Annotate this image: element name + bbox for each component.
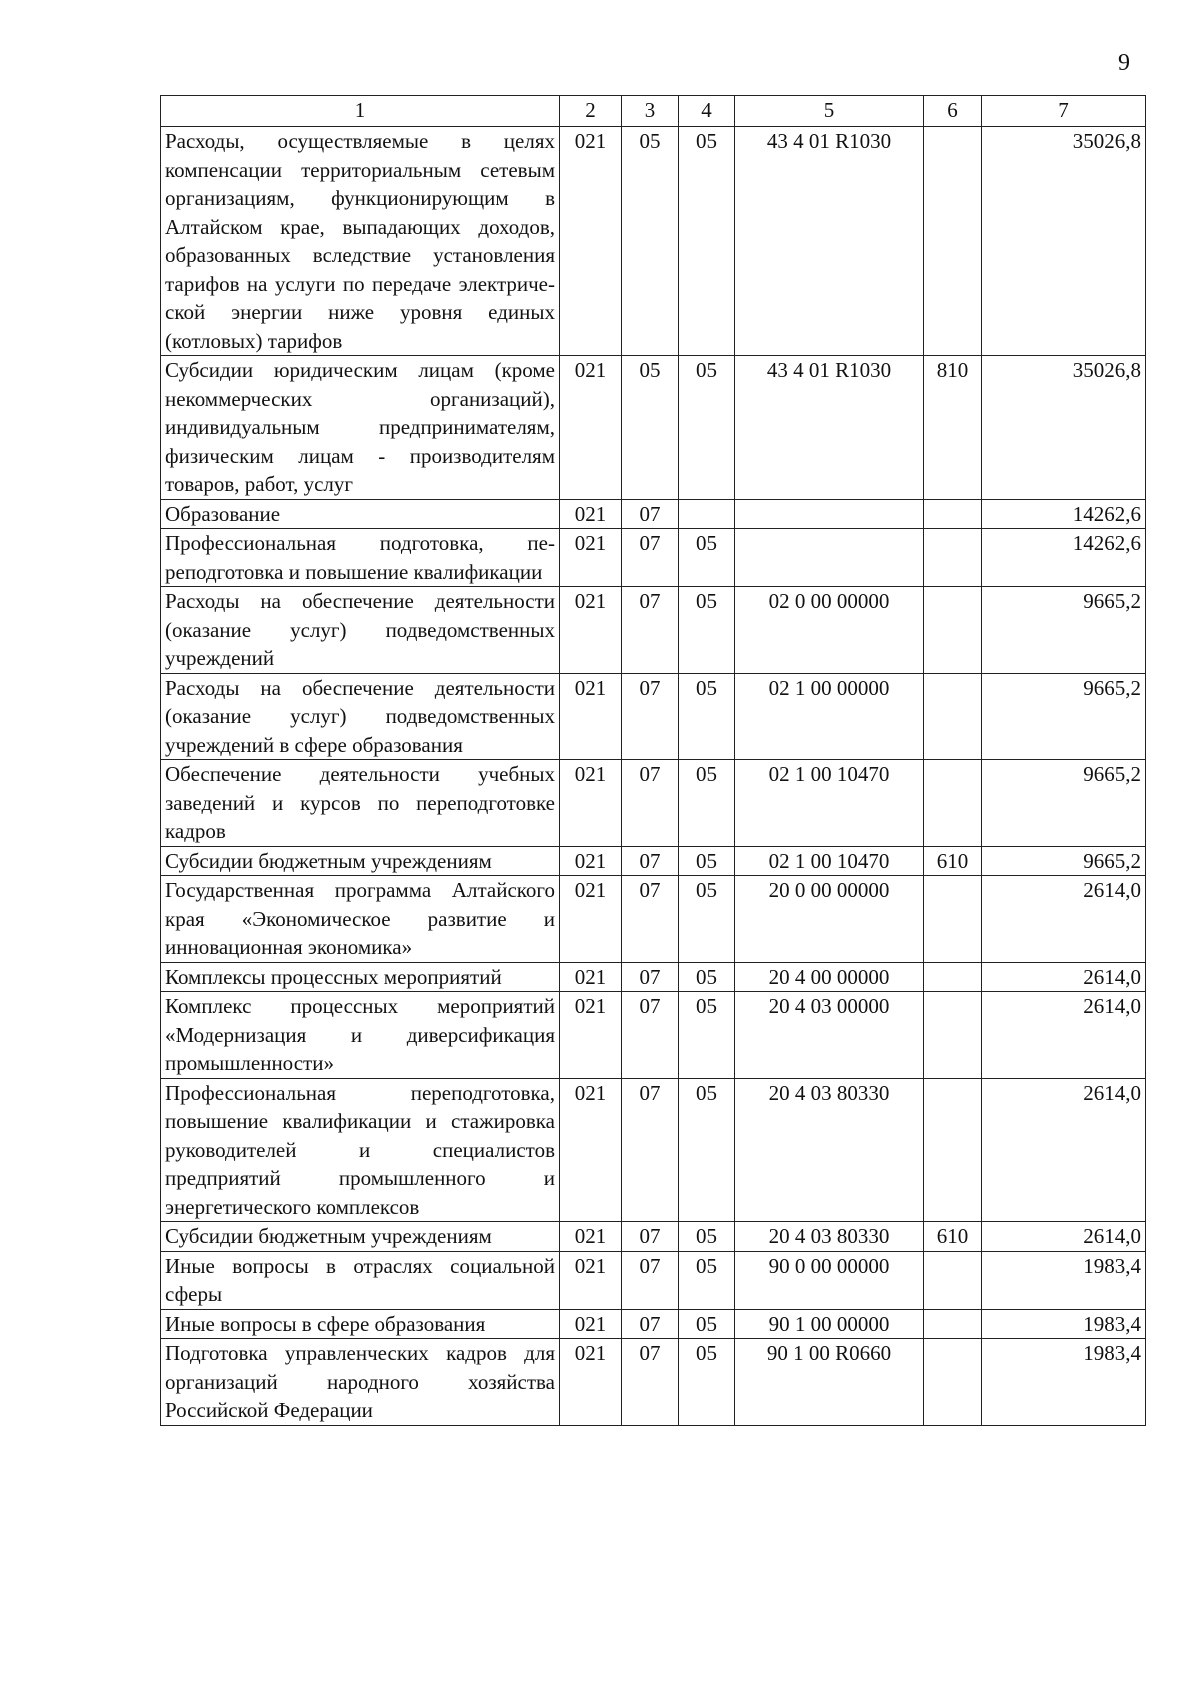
row-subsection-cell: 05 <box>679 962 735 992</box>
row-grbs-cell: 021 <box>560 1251 622 1309</box>
row-grbs-cell: 021 <box>560 1309 622 1339</box>
row-grbs-cell: 021 <box>560 127 622 356</box>
column-header-section: 3 <box>622 96 679 127</box>
row-name-cell: Профессиональная переподготовка, повышение квалификации и стажировка руководителей и специалистов предприятий промышленного и энергетического комплексов <box>161 1078 560 1222</box>
row-name-cell: Расходы на обеспечение деятельности (оказание услуг) подведомственных учреждений <box>161 587 560 674</box>
table-row <box>161 673 1146 760</box>
row-grbs-cell: 021 <box>560 876 622 963</box>
row-amount-cell: 9665,2 <box>982 587 1146 674</box>
row-name-cell: Государственная программа Алтайского края «Экономическое развитие и инновационная экономика» <box>161 876 560 963</box>
row-section-cell: 07 <box>622 1078 679 1222</box>
table-row <box>161 876 1146 963</box>
row-amount-cell: 14262,6 <box>982 499 1146 529</box>
row-section-cell: 07 <box>622 587 679 674</box>
row-amount-cell: 1983,4 <box>982 1309 1146 1339</box>
row-expense-type-cell <box>924 1309 982 1339</box>
row-expense-type-cell <box>924 1078 982 1222</box>
row-amount-cell: 35026,8 <box>982 356 1146 500</box>
row-expense-type-cell <box>924 1251 982 1309</box>
row-subsection-cell: 05 <box>679 529 735 587</box>
row-target-article-cell: 90 1 00 00000 <box>735 1309 924 1339</box>
row-subsection-cell: 05 <box>679 1251 735 1309</box>
table-row <box>161 1251 1146 1309</box>
budget-table <box>160 95 1146 1426</box>
row-subsection-cell: 05 <box>679 1222 735 1252</box>
row-section-cell: 07 <box>622 1222 679 1252</box>
page-number: 9 <box>1118 50 1130 76</box>
table-row <box>161 529 1146 587</box>
row-grbs-cell: 021 <box>560 962 622 992</box>
row-section-cell: 05 <box>622 127 679 356</box>
table-row <box>161 1222 1146 1252</box>
row-subsection-cell: 05 <box>679 760 735 847</box>
row-section-cell: 07 <box>622 876 679 963</box>
row-section-cell: 05 <box>622 356 679 500</box>
row-target-article-cell: 02 1 00 00000 <box>735 673 924 760</box>
row-grbs-cell: 021 <box>560 1078 622 1222</box>
row-target-article-cell: 20 0 00 00000 <box>735 876 924 963</box>
row-name-cell: Профессиональная подготовка, переподготовка и повышение квалификации <box>161 529 560 587</box>
row-amount-cell: 9665,2 <box>982 846 1146 876</box>
row-expense-type-cell <box>924 962 982 992</box>
row-subsection-cell: 05 <box>679 846 735 876</box>
row-grbs-cell: 021 <box>560 673 622 760</box>
row-amount-cell: 2614,0 <box>982 1078 1146 1222</box>
row-section-cell: 07 <box>622 846 679 876</box>
table-row <box>161 846 1146 876</box>
row-target-article-cell <box>735 529 924 587</box>
row-target-article-cell: 20 4 03 80330 <box>735 1078 924 1222</box>
row-subsection-cell: 05 <box>679 1309 735 1339</box>
row-name-cell: Субсидии юридическим лицам (кроме некоммерческих организаций), индивидуальным предпринимателям, физическим лицам - производителям товаров, работ, услуг <box>161 356 560 500</box>
table-row <box>161 587 1146 674</box>
row-target-article-cell: 90 1 00 R0660 <box>735 1339 924 1426</box>
row-expense-type-cell <box>924 127 982 356</box>
table-row <box>161 1339 1146 1426</box>
row-expense-type-cell <box>924 760 982 847</box>
row-grbs-cell: 021 <box>560 1222 622 1252</box>
row-amount-cell: 2614,0 <box>982 962 1146 992</box>
row-section-cell: 07 <box>622 1251 679 1309</box>
row-expense-type-cell <box>924 876 982 963</box>
row-target-article-cell <box>735 499 924 529</box>
row-target-article-cell: 90 0 00 00000 <box>735 1251 924 1309</box>
row-expense-type-cell <box>924 587 982 674</box>
row-section-cell: 07 <box>622 760 679 847</box>
row-target-article-cell: 20 4 03 00000 <box>735 992 924 1079</box>
row-subsection-cell: 05 <box>679 876 735 963</box>
row-grbs-cell: 021 <box>560 529 622 587</box>
row-target-article-cell: 02 1 00 10470 <box>735 760 924 847</box>
row-name-cell: Подготовка управленческих кадров для организаций народного хозяйства Российской Федерации <box>161 1339 560 1426</box>
row-name-cell: Расходы на обеспечение деятельности (оказание услуг) подведомственных учреждений в сфере образования <box>161 673 560 760</box>
row-target-article-cell: 43 4 01 R1030 <box>735 356 924 500</box>
row-amount-cell: 14262,6 <box>982 529 1146 587</box>
table-row <box>161 1309 1146 1339</box>
row-section-cell: 07 <box>622 1339 679 1426</box>
row-section-cell: 07 <box>622 673 679 760</box>
column-header-amount: 7 <box>982 96 1146 127</box>
row-name-cell: Иные вопросы в отраслях социальной сферы <box>161 1251 560 1309</box>
row-section-cell: 07 <box>622 529 679 587</box>
row-section-cell: 07 <box>622 992 679 1079</box>
row-amount-cell: 2614,0 <box>982 876 1146 963</box>
row-grbs-cell: 021 <box>560 992 622 1079</box>
row-amount-cell: 2614,0 <box>982 992 1146 1079</box>
row-grbs-cell: 021 <box>560 1339 622 1426</box>
row-target-article-cell: 02 1 00 10470 <box>735 846 924 876</box>
table-header-row <box>161 96 1146 127</box>
row-target-article-cell: 43 4 01 R1030 <box>735 127 924 356</box>
row-amount-cell: 1983,4 <box>982 1251 1146 1309</box>
column-header-expense-type: 6 <box>924 96 982 127</box>
column-header-target-article: 5 <box>735 96 924 127</box>
row-subsection-cell: 05 <box>679 356 735 500</box>
table-row <box>161 992 1146 1079</box>
row-amount-cell: 1983,4 <box>982 1339 1146 1426</box>
row-name-cell: Субсидии бюджетным учреждениям <box>161 846 560 876</box>
row-expense-type-cell <box>924 673 982 760</box>
table-row <box>161 127 1146 356</box>
row-amount-cell: 9665,2 <box>982 673 1146 760</box>
row-name-cell: Обеспечение деятельности учебных заведений и курсов по переподготовке кадров <box>161 760 560 847</box>
row-target-article-cell: 20 4 00 00000 <box>735 962 924 992</box>
row-grbs-cell: 021 <box>560 760 622 847</box>
row-expense-type-cell <box>924 992 982 1079</box>
row-name-cell: Образование <box>161 499 560 529</box>
row-grbs-cell: 021 <box>560 846 622 876</box>
table-row <box>161 499 1146 529</box>
table-row <box>161 1078 1146 1222</box>
row-subsection-cell: 05 <box>679 992 735 1079</box>
row-grbs-cell: 021 <box>560 499 622 529</box>
row-amount-cell: 2614,0 <box>982 1222 1146 1252</box>
row-subsection-cell <box>679 499 735 529</box>
row-grbs-cell: 021 <box>560 356 622 500</box>
row-subsection-cell: 05 <box>679 673 735 760</box>
row-name-cell: Комплекс процессных мероприятий «Модернизация и диверсификация промышленности» <box>161 992 560 1079</box>
column-header-grbs: 2 <box>560 96 622 127</box>
row-subsection-cell: 05 <box>679 127 735 356</box>
table-row <box>161 356 1146 500</box>
row-section-cell: 07 <box>622 962 679 992</box>
row-subsection-cell: 05 <box>679 1339 735 1426</box>
row-name-cell: Субсидии бюджетным учреждениям <box>161 1222 560 1252</box>
table-row <box>161 760 1146 847</box>
row-target-article-cell: 02 0 00 00000 <box>735 587 924 674</box>
row-name-cell: Комплексы процессных мероприятий <box>161 962 560 992</box>
column-header-subsection: 4 <box>679 96 735 127</box>
table-body <box>161 127 1146 1426</box>
row-name-cell: Иные вопросы в сфере образования <box>161 1309 560 1339</box>
row-grbs-cell: 021 <box>560 587 622 674</box>
row-section-cell: 07 <box>622 499 679 529</box>
row-expense-type-cell: 610 <box>924 1222 982 1252</box>
row-expense-type-cell: 610 <box>924 846 982 876</box>
row-amount-cell: 35026,8 <box>982 127 1146 356</box>
row-expense-type-cell <box>924 499 982 529</box>
row-subsection-cell: 05 <box>679 587 735 674</box>
row-expense-type-cell: 810 <box>924 356 982 500</box>
row-target-article-cell: 20 4 03 80330 <box>735 1222 924 1252</box>
row-expense-type-cell <box>924 529 982 587</box>
row-subsection-cell: 05 <box>679 1078 735 1222</box>
row-name-cell: Расходы, осуществляемые в целях компенсации территориальным сетевым организациям, функционирующим в Алтайском крае, выпадающих доходов, образованных вследствие установления тарифов на услуги по передаче электрической энергии ниже уровня единых (котловых) тарифов <box>161 127 560 356</box>
row-expense-type-cell <box>924 1339 982 1426</box>
column-header-name: 1 <box>161 96 560 127</box>
table-row <box>161 962 1146 992</box>
row-amount-cell: 9665,2 <box>982 760 1146 847</box>
row-section-cell: 07 <box>622 1309 679 1339</box>
